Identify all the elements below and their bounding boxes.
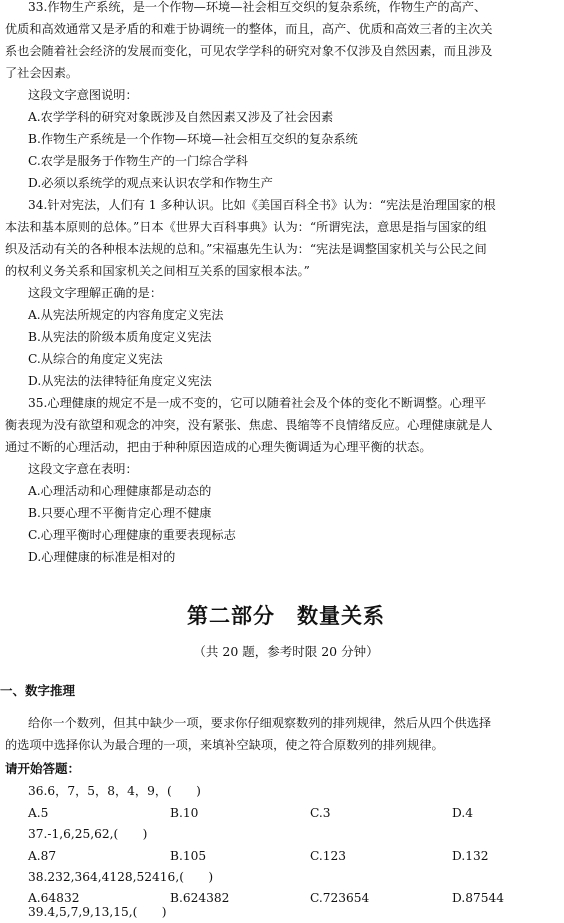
q35-text-line-3: 通过不断的心理活动，把由于种种原因造成的心理失衡调适为心理平衡的状态。 — [5, 440, 432, 454]
q37-options — [28, 845, 548, 867]
q37-stem: 37.-1,6,25,62,( ) — [28, 827, 148, 841]
section-intro-line-1: 给你一个数列，但其中缺少一项，要求你仔细观察数列的排列规律，然后从四个供选择 — [28, 716, 492, 730]
q34-text-line-4: 的权利义务关系和国家机关之间相互关系的国家根本法。” — [5, 264, 310, 278]
part-subtitle: （共 20 题，参考时限 20 分钟） — [193, 644, 379, 659]
q36-options — [28, 802, 548, 824]
q36-option-c: C.3 — [310, 806, 331, 820]
q35-prompt: 这段文字意在表明： — [28, 462, 138, 476]
q33-option-c: C.农学是服务于作物生产的一门综合学科 — [28, 154, 248, 168]
q36-option-d: D.4 — [452, 806, 473, 820]
part-title: 第二部分 数量关系 — [187, 604, 385, 628]
q38-stem: 38.232,364,4128,52416,( ) — [28, 870, 214, 884]
q36-stem: 36.6，7，5，8，4，9，( ) — [28, 784, 201, 798]
q38-option-b: B.624382 — [170, 891, 230, 905]
q36-option-b: B.10 — [170, 806, 199, 820]
q34-text-line-1: 34.针对宪法，人们有 1 多种认识。比如《美国百科全书》认为：“宪法是治理国家的根 — [28, 198, 496, 212]
q35-option-d: D.心理健康的标准是相对的 — [28, 550, 176, 564]
q37-option-b: B.105 — [170, 849, 207, 863]
q38-option-a: A.64832 — [28, 891, 80, 905]
q35-text-line-2: 衡表现为没有欲望和观念的冲突，没有紧张、焦虑、畏缩等不良情绪反应。心理健康就是人 — [5, 418, 493, 432]
q38-option-c: C.723654 — [310, 891, 370, 905]
q33-text-line-1: 33.作物生产系统，是一个作物—环境—社会相互交织的复杂系统，作物生产的高产、 — [28, 0, 487, 14]
q39-stem: 39.4,5,7,9,13,15,( ) — [28, 905, 167, 919]
q35-option-b: B.只要心理不平衡肯定心理不健康 — [28, 506, 212, 520]
q38-option-d: D.87544 — [452, 891, 504, 905]
q34-text-line-3: 织及活动有关的各种根本法规的总和。”宋福惠先生认为：“宪法是调整国家机关与公民之间 — [5, 242, 487, 256]
q34-option-a: A.从宪法所规定的内容角度定义宪法 — [28, 308, 224, 322]
q33-option-a: A.农学学科的研究对象既涉及自然因素又涉及了社会因素 — [28, 110, 334, 124]
q35-text-line-1: 35.心理健康的规定不是一成不变的，它可以随着社会及个体的变化不断调整。心理平 — [28, 396, 487, 410]
q33-prompt: 这段文字意图说明： — [28, 88, 138, 102]
q37-option-a: A.87 — [28, 849, 57, 863]
q35-option-a: A.心理活动和心理健康都是动态的 — [28, 484, 212, 498]
q34-option-b: B.从宪法的阶级本质角度定义宪法 — [28, 330, 212, 344]
q33-text-line-2: 优质和高效通常又是矛盾的和难于协调统一的整体，而且，高产、优质和高效三者的主次关 — [5, 22, 493, 36]
q34-prompt: 这段文字理解正确的是： — [28, 286, 163, 300]
section-intro-line-2: 的选项中选择你认为最合理的一项，来填补空缺项，使之符合原数列的排列规律。 — [5, 738, 444, 752]
q37-option-c: C.123 — [310, 849, 347, 863]
q33-option-d: D.必须以系统学的观点来认识农学和作物生产 — [28, 176, 273, 190]
q34-text-line-2: 本法和基本原则的总体。”日本《世界大百科事典》认为：“所谓宪法，意思是指与国家的组 — [5, 220, 487, 234]
section-heading: 一、数字推理 — [0, 683, 76, 698]
q33-option-b: B.作物生产系统是一个作物—环境—社会相互交织的复杂系统 — [28, 132, 358, 146]
start-prompt: 请开始答题： — [5, 761, 81, 776]
q37-option-d: D.132 — [452, 849, 489, 863]
q35-option-c: C.心理平衡时心理健康的重要表现标志 — [28, 528, 236, 542]
q34-option-d: D.从宪法的法律特征角度定义宪法 — [28, 374, 212, 388]
q34-option-c: C.从综合的角度定义宪法 — [28, 352, 163, 366]
q36-option-a: A.5 — [28, 806, 49, 820]
q33-text-line-3: 系也会随着社会经济的发展而变化，可见农学学科的研究对象不仅涉及自然因素，而且涉及 — [5, 44, 493, 58]
q33-text-line-4: 了社会因素。 — [5, 66, 79, 80]
